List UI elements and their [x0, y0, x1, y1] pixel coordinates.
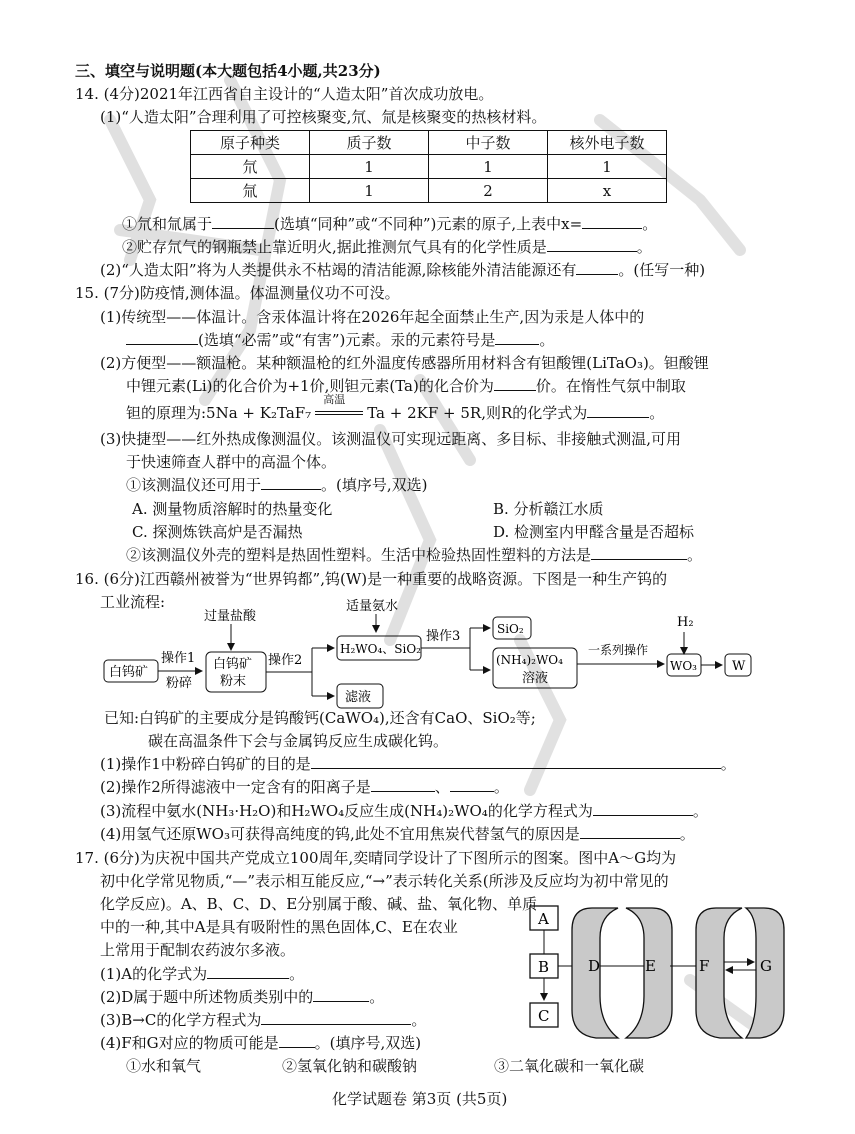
text: 钽的原理为:5Na + K₂TaF₇: [126, 404, 312, 422]
section-title: 三、填空与说明题(本大题包括4小题,共23分): [75, 62, 381, 80]
q16-stem2: 工业流程:: [100, 593, 166, 611]
answer-blank[interactable]: [587, 403, 649, 418]
q15-part1b: [126, 329, 554, 351]
q17-part2: [100, 986, 384, 1008]
text: 。: [539, 331, 555, 349]
table-cell: 氚: [191, 179, 310, 203]
answer-blank[interactable]: [261, 1010, 411, 1025]
q17-part1: [100, 963, 304, 985]
q17-option2: ②氢氧化钠和碳酸钠: [282, 1057, 418, 1075]
q16-part4: [100, 823, 695, 845]
text: (1)A的化学式为: [100, 965, 208, 983]
option-a: A. 测量物质溶解时的热量变化: [132, 500, 333, 518]
text: 、: [434, 778, 450, 796]
q15-part3a: (3)快捷型——红外热成像测温仪。该测温仪可实现远距离、多目标、非接触式测温,可用: [100, 430, 682, 448]
q15-sub2: [126, 544, 702, 566]
q16-part2: [100, 776, 509, 798]
option-c: C. 探测炼铁高炉是否漏热: [132, 523, 303, 541]
page-footer: 化学试题卷 第3页 (共5页): [332, 1090, 508, 1108]
answer-blank[interactable]: [593, 801, 693, 816]
q15-part3b: 于快速筛查人群中的高温个体。: [126, 453, 337, 471]
q15-part1a: (1)传统型——体温计。含汞体温计将在2026年起全面禁止生产,因为汞是人体中的: [100, 308, 645, 326]
q15-part2b: [126, 375, 686, 397]
q16-known1: 已知:白钨矿的主要成分是钨酸钙(CaWO₄),还含有CaO、SiO₂等;: [104, 709, 536, 727]
q14-sub1: [122, 213, 657, 235]
op2-label: 操作2: [268, 653, 303, 668]
label-e: E: [645, 957, 656, 975]
text: (1)操作1中粉碎白钨矿的目的是: [100, 755, 311, 773]
q17-part3: [100, 1009, 426, 1031]
process-flow-diagram: [100, 598, 790, 710]
box-ore-label: 白钨矿: [109, 665, 149, 680]
q17-stem3: 化学反应)。A、B、C、D、E分别属于酸、碱、盐、氧化物、单质: [100, 895, 538, 913]
box-solution-label1: (NH₄)₂WO₄: [496, 653, 563, 667]
q15-stem: 15. (7分)防疫情,测体温。体温测量仪功不可没。: [75, 284, 400, 302]
text: 。: [687, 546, 703, 564]
table-header-row: [191, 131, 667, 155]
reaction-condition: 高温: [323, 393, 346, 406]
text: 。(填序号,双选): [314, 1034, 422, 1052]
text: (4)F和G对应的物质可能是: [100, 1034, 279, 1052]
answer-blank[interactable]: [547, 237, 637, 252]
text: 。(填序号,双选): [321, 476, 428, 494]
answer-blank[interactable]: [212, 214, 274, 229]
table-cell: 1: [429, 155, 548, 179]
q15-part2a: (2)方便型——额温枪。某种额温枪的红外温度传感器所用材料含有钽酸锂(LiTaO₃)。钽酸锂: [100, 354, 709, 372]
op4-label: 一系列操作: [588, 643, 649, 657]
equals-sign: [315, 411, 363, 415]
q16-part3: [100, 800, 708, 822]
text: (3)B→C的化学方程式为: [100, 1011, 262, 1029]
answer-blank[interactable]: [311, 754, 721, 769]
q14-part2: [100, 259, 705, 281]
text: ①氘和氚属于: [122, 215, 213, 233]
text: 。: [679, 825, 695, 843]
reagent-hcl: 过量盐酸: [204, 609, 257, 624]
q14-sub2: [122, 236, 652, 258]
q15-part2c: [126, 393, 665, 424]
answer-blank[interactable]: [207, 964, 289, 979]
label-c: C: [538, 1007, 550, 1025]
answer-blank[interactable]: [576, 260, 618, 275]
answer-blank[interactable]: [580, 824, 680, 839]
text: 。: [369, 988, 385, 1006]
q14-part1: (1)“人造太阳”合理利用了可控核聚变,氘、氚是核聚变的热核材料。: [100, 108, 547, 126]
text: 。(任写一种): [618, 261, 706, 279]
text: 。: [636, 238, 652, 256]
q17-stem1: 17. (6分)为庆祝中国共产党成立100周年,奕晴同学设计了下图所示的图案。图中A～G均为: [75, 849, 677, 867]
q16-stem1: 16. (6分)江西赣州被誉为“世界钨都”,钨(W)是一种重要的战略资源。下图是一种生产钨的: [75, 570, 668, 588]
text: ①该测温仪还可用于: [126, 476, 262, 494]
box-powder-label1: 白钨矿: [213, 657, 253, 672]
answer-blank[interactable]: [126, 330, 198, 345]
label-f: F: [699, 957, 710, 975]
box-sio2-label: SiO₂: [497, 622, 524, 636]
text: 。: [493, 778, 509, 796]
q17-part4: [100, 1032, 421, 1054]
q17-option3: ③二氧化碳和一氧化碳: [494, 1057, 645, 1075]
text: (2)D属于题中所述物质类别中的: [100, 988, 314, 1006]
table-header-cell: 原子种类: [191, 131, 310, 155]
q16-part1: [100, 753, 736, 775]
answer-blank[interactable]: [582, 214, 642, 229]
table-cell: 1: [548, 155, 667, 179]
text: (3)流程中氨水(NH₃·H₂O)和H₂WO₄反应生成(NH₄)₂WO₄的化学方程式为: [100, 802, 593, 820]
text: ②贮存氘气的钢瓶禁止靠近明火,据此推测氘气具有的化学性质是: [122, 238, 547, 256]
text: ②该测温仪外壳的塑料是热固性塑料。生活中检验热固性塑料的方法是: [126, 546, 592, 564]
text: 中锂元素(Li)的化合价为+1价,则钽元素(Ta)的化合价为: [126, 377, 494, 395]
label-d: D: [588, 957, 601, 975]
answer-blank[interactable]: [279, 1033, 315, 1048]
text: 。: [720, 755, 736, 773]
pattern-diagram: [520, 900, 790, 1048]
text: (4)用氢气还原WO₃可获得高纯度的钨,此处不宜用焦炭代替氢气的原因是: [100, 825, 580, 843]
text: (选填“必需”或“有害”)元素。汞的元素符号是: [198, 331, 496, 349]
q14-stem: 14. (4分)2021年江西省自主设计的“人造太阳”首次成功放电。: [75, 85, 494, 103]
q16-known2: 碳在高温条件下会与金属钨反应生成碳化钨。: [148, 732, 449, 750]
text: 。: [411, 1011, 427, 1029]
q15-sub1: [126, 474, 428, 496]
option-d: D. 检测室内甲醛含量是否超标: [493, 523, 695, 541]
q17-stem4: 中的一种,其中A是具有吸附性的黑色固体,C、E在农业: [100, 918, 458, 936]
reaction-arrow: [311, 393, 367, 424]
table-cell: x: [548, 179, 667, 203]
box-solution-label2: 溶液: [522, 671, 549, 686]
reagent-h2: H₂: [677, 615, 694, 630]
option-b: B. 分析赣江水质: [493, 500, 604, 518]
text: (选填“同种”或“不同种”)元素的原子,上表中x=: [274, 215, 583, 233]
box-w-label: W: [732, 659, 746, 674]
atom-table: [190, 130, 667, 203]
table-cell: 氘: [191, 155, 310, 179]
table-cell: 2: [429, 179, 548, 203]
table-header-cell: 核外电子数: [548, 131, 667, 155]
text: 。: [692, 802, 708, 820]
table-header-cell: 中子数: [429, 131, 548, 155]
label-a: A: [538, 910, 549, 928]
text: 。: [642, 215, 658, 233]
box-powder-label2: 粉末: [220, 674, 247, 689]
reagent-ammonia: 适量氨水: [346, 599, 399, 614]
box-filtrate-label: 滤液: [345, 690, 372, 705]
box-mix-label: H₂WO₄、SiO₂: [340, 642, 421, 656]
answer-blank[interactable]: [450, 777, 494, 792]
answer-blank[interactable]: [495, 330, 539, 345]
table-cell: 1: [310, 155, 429, 179]
text: (2)操作2所得滤液中一定含有的阳离子是: [100, 778, 371, 796]
text: Ta + 2KF + 5R,则R的化学式为: [367, 404, 588, 422]
table-row: [191, 179, 667, 203]
table-row: [191, 155, 667, 179]
table-header-cell: 质子数: [310, 131, 429, 155]
answer-blank[interactable]: [261, 475, 321, 490]
text: 。: [649, 404, 665, 422]
answer-blank[interactable]: [591, 545, 687, 560]
q17-stem5: 上常用于配制农药波尔多液。: [100, 941, 296, 959]
answer-blank[interactable]: [494, 376, 536, 391]
op1-label: 操作1: [161, 651, 196, 666]
q17-option1: ①水和氧气: [126, 1057, 202, 1075]
label-b: B: [538, 958, 550, 976]
q17-stem2: 初中化学常见物质,“—”表示相互能反应,“→”表示转化关系(所涉及反应均为初中常见的: [100, 872, 669, 890]
text: (2)“人造太阳”将为人类提供永不枯竭的清洁能源,除核能外清洁能源还有: [100, 261, 577, 279]
label-g: G: [760, 957, 772, 975]
op1-sublabel: 粉碎: [166, 676, 193, 691]
answer-blank[interactable]: [313, 987, 369, 1002]
text: 。: [289, 965, 305, 983]
answer-blank[interactable]: [371, 777, 435, 792]
table-cell: 1: [310, 179, 429, 203]
text: 价。在惰性气氛中制取: [535, 377, 686, 395]
box-wo3-label: WO₃: [670, 659, 697, 673]
op3-label: 操作3: [426, 629, 461, 644]
